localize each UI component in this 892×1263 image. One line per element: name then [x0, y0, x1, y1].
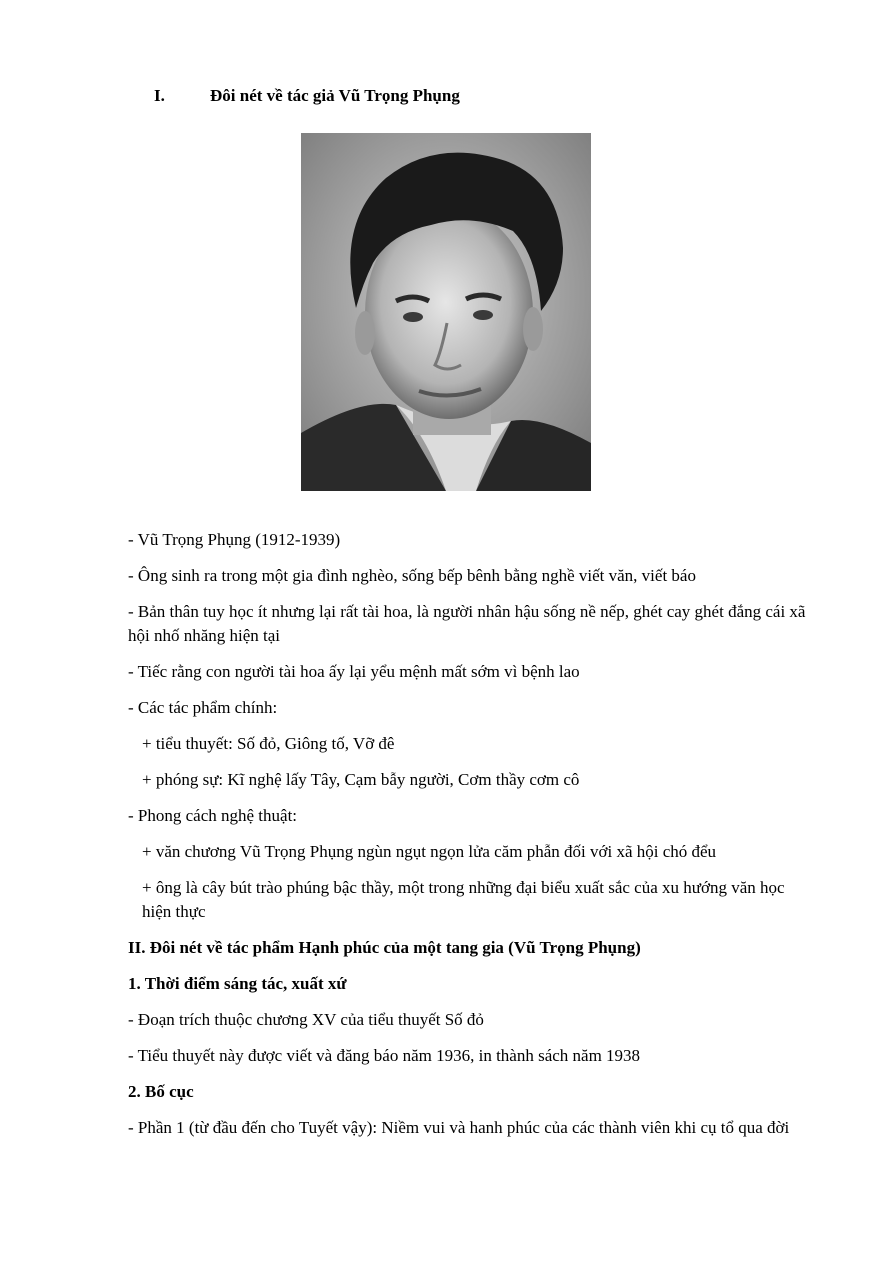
- subheading-structure: 2. Bố cục: [128, 1082, 194, 1101]
- section-heading-2: II. Đôi nét về tác phẩm Hạnh phúc của một tang gia (Vũ Trọng Phụng): [128, 938, 641, 957]
- bullet-publication: - Tiểu thuyết này được viết và đăng báo năm 1936, in thành sách năm 1938: [128, 1046, 641, 1065]
- sub-bullet-reportage: + phóng sự: Kĩ nghệ lấy Tây, Cạm bẫy người, Cơm thầy cơm cô: [142, 770, 580, 789]
- bullet-main-works: - Các tác phẩm chính:: [128, 698, 278, 717]
- sub-bullet-novels: + tiểu thuyết: Số đỏ, Giông tố, Vỡ đê: [142, 734, 395, 753]
- subheading-time-origin: 1. Thời điểm sáng tác, xuất xứ: [128, 974, 347, 993]
- bullet-part-1: - Phần 1 (từ đầu đến cho Tuyết vậy): Niềm vui và hanh phúc của các thành viên khi cụ tổ qua đời: [128, 1118, 790, 1137]
- sub-bullet-style-2: + ông là cây bút trào phúng bậc thầy, một trong những đại biểu xuất sắc của xu hướng văn học hiện thực: [142, 878, 785, 921]
- section-heading-1: [154, 86, 460, 106]
- author-portrait-photo: [301, 133, 591, 491]
- bullet-family: - Ông sinh ra trong một gia đình nghèo, sống bếp bênh bằng nghề viết văn, viết báo: [128, 566, 696, 585]
- bullet-death: - Tiếc rằng con người tài hoa ấy lại yểu mệnh mất sớm vì bệnh lao: [128, 662, 580, 681]
- bullet-personality: - Bản thân tuy học ít nhưng lại rất tài hoa, là người nhân hậu sống nề nếp, ghét cay ghét đắng cái xã hội nhố nhăng hiện tại: [128, 602, 806, 645]
- sub-bullet-style-1: + văn chương Vũ Trọng Phụng ngùn ngụt ngọn lửa căm phẫn đối với xã hội chó đểu: [142, 842, 717, 861]
- bullet-chapter: - Đoạn trích thuộc chương XV của tiểu thuyết Số đỏ: [128, 1010, 484, 1029]
- heading-title: Đôi nét về tác giả Vũ Trọng Phụng: [210, 86, 460, 105]
- document-body: [128, 528, 808, 1152]
- heading-number: I.: [154, 86, 165, 105]
- bullet-birth-death: - Vũ Trọng Phụng (1912-1939): [128, 530, 341, 549]
- bullet-art-style: - Phong cách nghệ thuật:: [128, 806, 298, 825]
